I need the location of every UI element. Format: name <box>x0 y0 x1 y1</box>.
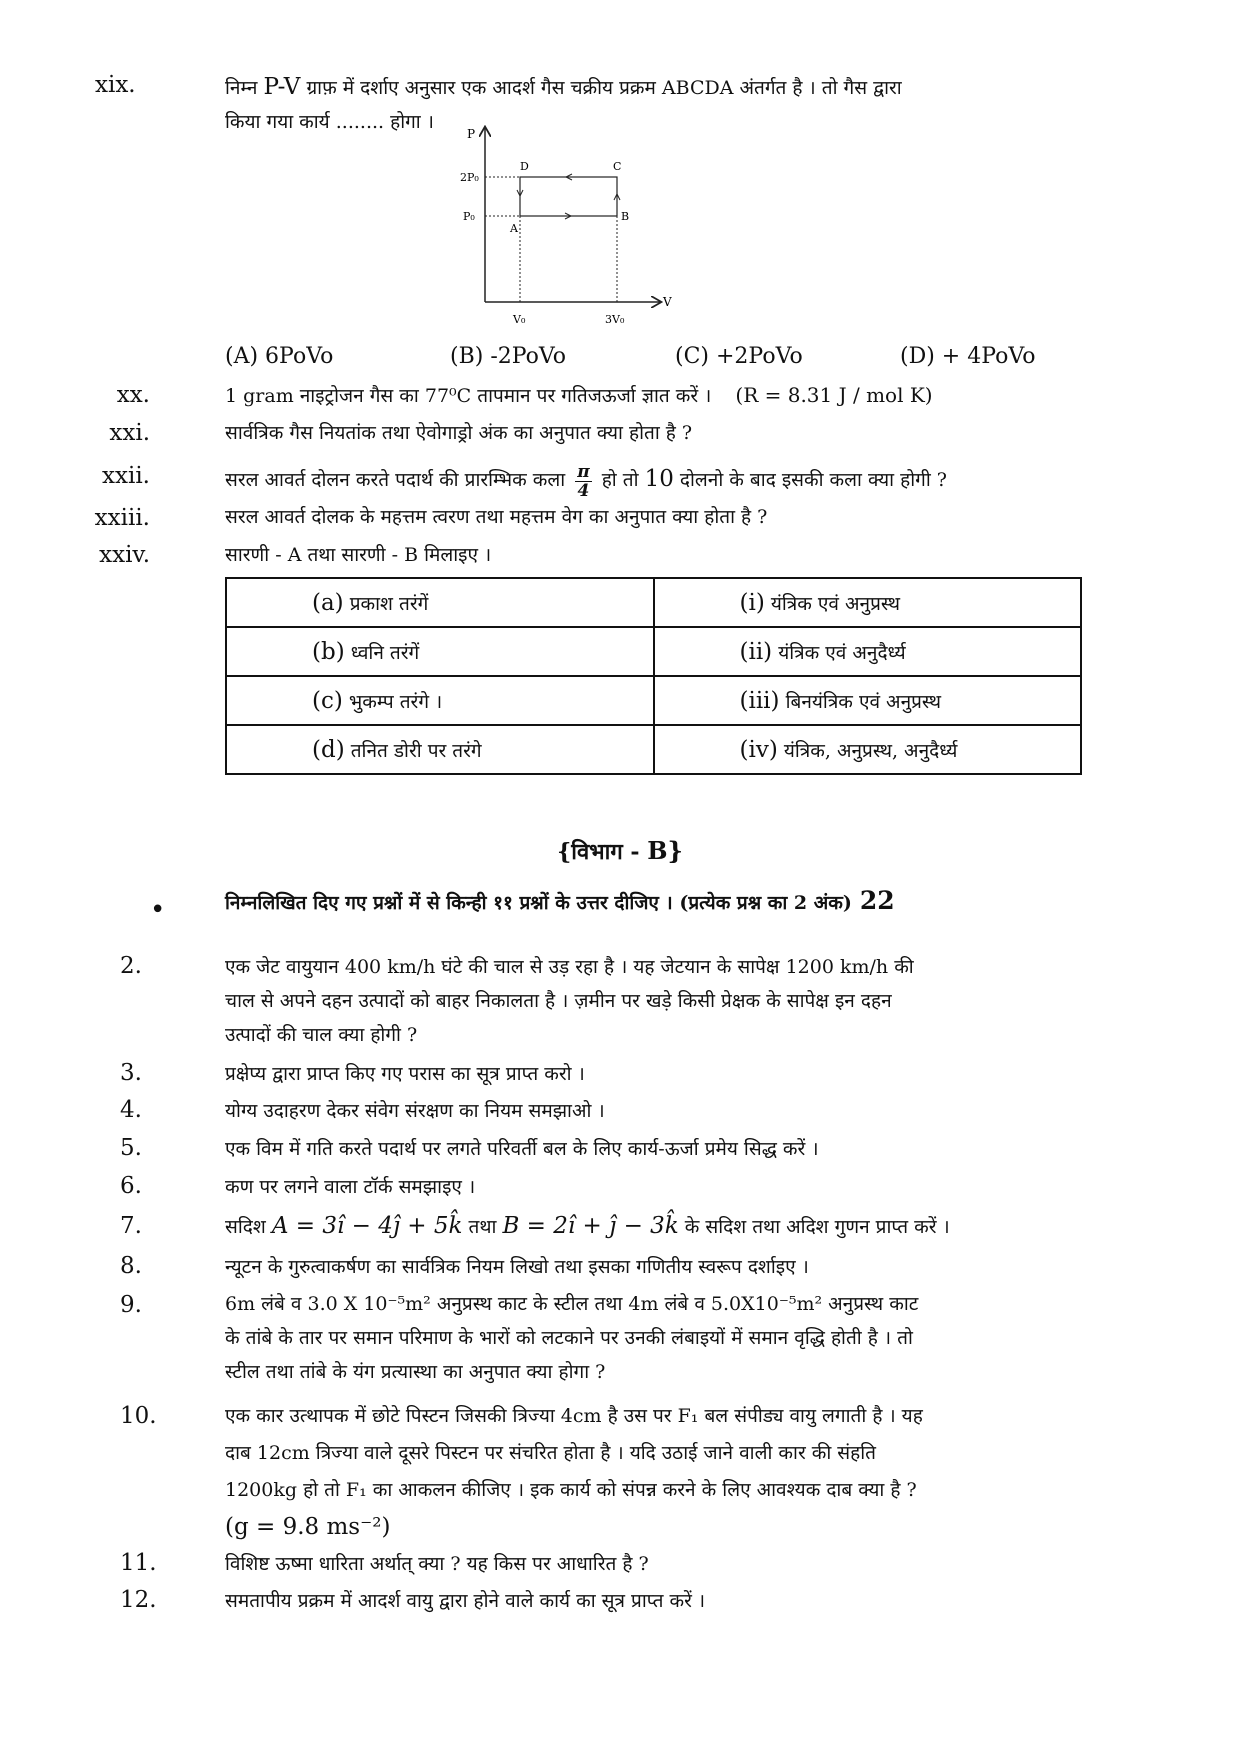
point-d: D <box>520 160 529 173</box>
point-b: B <box>621 210 630 223</box>
bullet: • <box>150 895 166 925</box>
b9-text: 6m लंबे व 3.0 X 10⁻⁵m² अनुप्रस्थ काट के स्टील तथा 4m लंबे व 5.0X10⁻⁵m² अनुप्रस्थ काट के तांबे के तार पर समान परिमाण के भारों को लटकाने पर उनकी लंबाइयों में समान वृद्धि होती है । तो स्टील तथा तांबे के यंग प्रत्यास्था का अनुपात क्या होगा ? <box>225 1293 919 1383</box>
b12-number: 12. <box>120 1587 157 1613</box>
point-a: A <box>510 222 518 235</box>
b2-number: 2. <box>120 953 142 979</box>
q22-number: xxii. <box>102 463 150 489</box>
b8-text: न्यूटन के गुरुत्वाकर्षण का सार्वत्रिक नियम लिखो तथा इसका गणितीय स्वरूप दर्शाइए । <box>225 1256 809 1278</box>
q24-text: सारणी - A तथा सारणी - B मिलाइए । <box>225 544 492 566</box>
phase-fraction: $\frac{\pi}{4}$ <box>577 461 590 501</box>
b11-number: 11. <box>120 1550 157 1576</box>
b2-text: एक जेट वायुयान 400 km/h घंटे की चाल से उड़ रहा है । यह जेटयान के सापेक्ष 1200 km/h की चाल से अपने दहन उत्पादों को बाहर निकालता है । ज़मीन पर खड़े किसी प्रेक्षक के सापेक्ष इन दहन उत्पादों की चाल क्या होगी ? <box>225 956 914 1046</box>
q19-number: xix. <box>95 72 136 98</box>
table-row: (b) ध्वनि तरंगें (ii) यंत्रिक एवं अनुदैर्ध्य <box>226 627 1081 676</box>
table-row: (c) भुकम्प तरंगे । (iii) बिनयंत्रिक एवं अनुप्रस्थ <box>226 676 1081 725</box>
pv-graph <box>455 120 775 330</box>
p-label-2p0: 2P₀ <box>460 171 479 184</box>
b8-number: 8. <box>120 1253 142 1279</box>
q19-options <box>225 344 1125 369</box>
q19-option-d: (D) + 4PoVo <box>900 344 1036 369</box>
b3-text: प्रक्षेप्य द्वारा प्राप्त किए गए परास का सूत्र प्राप्त करो । <box>225 1063 585 1085</box>
q19-option-b: (B) -2PoVo <box>450 344 567 369</box>
b4-number: 4. <box>120 1097 142 1123</box>
b9-number: 9. <box>120 1292 142 1318</box>
b7-text: सदिश A = 3î − 4ĵ + 5k̂ तथा B = 2î + ĵ − 3k̂ के सदिश तथा अदिश गुणन प्राप्त करें । <box>225 1213 950 1239</box>
q20-text: 1 gram नाइट्रोजन गैस का 77⁰C तापमान पर गतिजऊर्जा ज्ञात करें । (R = 8.31 J / mol K) <box>225 383 933 407</box>
v-label-3v0: 3V₀ <box>605 313 625 326</box>
point-c: C <box>613 160 622 173</box>
abcd-cycle <box>520 177 617 216</box>
b6-number: 6. <box>120 1173 142 1199</box>
q24-number: xxiv. <box>99 542 150 568</box>
b7-number: 7. <box>120 1213 142 1239</box>
b5-text: एक विम में गति करते पदार्थ पर लगते परिवर्ती बल के लिए कार्य-ऊर्जा प्रमेय सिद्ध करें । <box>225 1138 819 1160</box>
b6-text: कण पर लगने वाला टॉर्क समझाइए । <box>225 1176 476 1198</box>
q19-option-c: (C) +2PoVo <box>675 344 803 369</box>
p-axis-label: P <box>467 127 476 141</box>
b3-number: 3. <box>120 1060 142 1086</box>
q19-option-a: (A) 6PoVo <box>225 344 334 369</box>
q21-number: xxi. <box>109 420 150 446</box>
p-label-p0: P₀ <box>463 210 475 223</box>
table-row: (d) तनित डोरी पर तरंगे (iv) यंत्रिक, अनुप्रस्थ, अनुदैर्ध्य <box>226 725 1081 774</box>
v-label-v0: V₀ <box>513 313 526 326</box>
b10-text: एक कार उत्थापक में छोटे पिस्टन जिसकी त्रिज्या 4cm है उस पर F₁ बल संपीड्य वायु लगाती है । यह दाब 12cm त्रिज्या वाले दूसरे पिस्टन पर संचरित होता है । यदि उठाई जाने वाली कार की संहति 1200kg हो तो F₁ का आकलन कीजिए । इक कार्य को संपन्न करने के लिए आवश्यक दाब क्या है ? (g = 9.8 ms⁻²) <box>225 1405 923 1540</box>
b4-text: योग्य उदाहरण देकर संवेग संरक्षण का नियम समझाओ । <box>225 1100 605 1122</box>
q20-number: xx. <box>116 382 150 408</box>
match-table <box>225 577 1082 775</box>
q22-text: सरल आवर्त दोलन करते पदार्थ की प्रारम्भिक कला $\frac{\pi}{4}$ हो तो 10 दोलनो के बाद इसकी कला क्या होगी ? <box>225 461 947 501</box>
q21-text: सार्वत्रिक गैस नियतांक तथा ऐवोगाड्रो अंक का अनुपात क्या होता है ? <box>225 422 693 444</box>
b10-number: 10. <box>120 1403 157 1429</box>
q19-text: निम्न P-V ग्राफ़ में दर्शाए अनुसार एक आदर्श गैस चक्रीय प्रक्रम ABCDA अंतर्गत है । तो गैस द्वारा किया गया कार्य ........ होगा । <box>225 74 902 133</box>
b5-number: 5. <box>120 1135 142 1161</box>
table-row: (a) प्रकाश तरंगें (i) यंत्रिक एवं अनुप्रस्थ <box>226 578 1081 627</box>
b11-text: विशिष्ट ऊष्मा धारिता अर्थात् क्या ? यह किस पर आधारित है ? <box>225 1553 649 1575</box>
v-axis-label: V <box>663 295 672 309</box>
section-b-instruction: निम्नलिखित दिए गए प्रश्नों में से किन्ही ११ प्रश्नों के उत्तर दीजिए । (प्रत्येक प्रश्न का 2 अंक) 22 <box>225 886 895 915</box>
section-b-title: {विभाग - B} <box>557 836 683 865</box>
b12-text: समतापीय प्रक्रम में आदर्श वायु द्वारा होने वाले कार्य का सूत्र प्राप्त करें । <box>225 1590 706 1612</box>
q23-text: सरल आवर्त दोलक के महत्तम त्वरण तथा महत्तम वेग का अनुपात क्या होता है ? <box>225 506 768 528</box>
q23-number: xxiii. <box>94 505 150 531</box>
